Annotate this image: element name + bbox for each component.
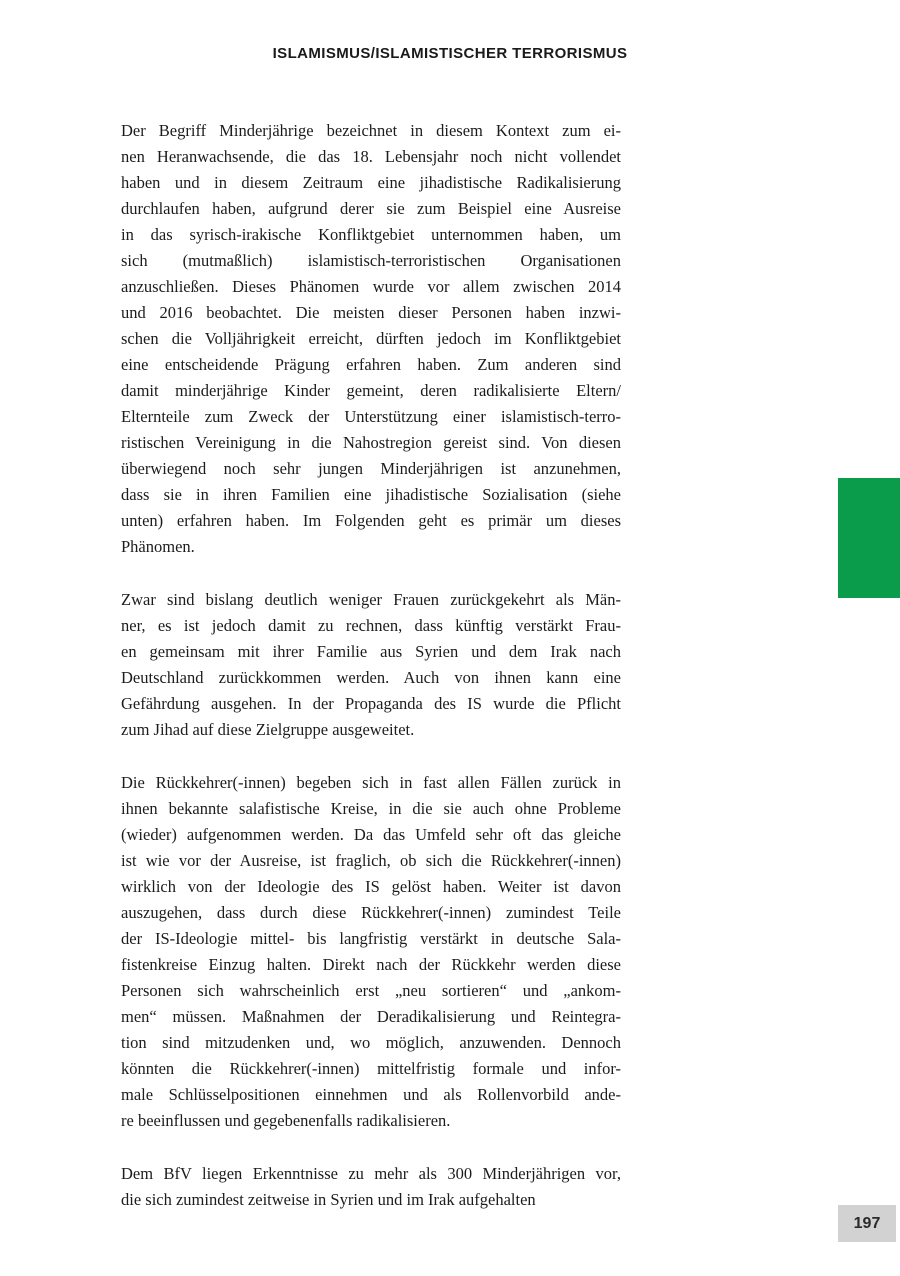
chapter-tab-marker: [838, 478, 900, 598]
text-line: men“ müssen. Maßnahmen der Deradikalisierung und Reintegra-: [121, 1007, 621, 1026]
text-line: Die Rückkehrer(-innen) begeben sich in fast allen Fällen zurück in: [121, 773, 621, 792]
text-line: Zwar sind bislang deutlich weniger Frauen zurückgekehrt als Män-: [121, 590, 621, 609]
text-line: ristischen Vereinigung in die Nahostregion gereist sind. Von diesen: [121, 433, 621, 452]
paragraph: [121, 770, 621, 1134]
text-line: unten) erfahren haben. Im Folgenden geht es primär um dieses: [121, 511, 621, 530]
text-line: re beeinflussen und gegebenenfalls radikalisieren.: [121, 1111, 451, 1130]
text-line: überwiegend noch sehr jungen Minderjährigen ist anzunehmen,: [121, 459, 621, 478]
text-line: schen die Volljährigkeit erreicht, dürften jedoch im Konfliktgebiet: [121, 329, 621, 348]
paragraph: [121, 118, 621, 560]
body-text: [121, 118, 621, 1240]
text-line: Deutschland zurückkommen werden. Auch von ihnen kann eine: [121, 668, 621, 687]
paragraph: [121, 587, 621, 743]
text-line: könnten die Rückkehrer(-innen) mittelfristig formale und infor-: [121, 1059, 621, 1078]
text-line: Elternteile zum Zweck der Unterstützung einer islamistisch-terro-: [121, 407, 621, 426]
text-line: wirklich von der Ideologie des IS gelöst haben. Weiter ist davon: [121, 877, 621, 896]
text-line: fistenkreise Einzug halten. Direkt nach der Rückkehr werden diese: [121, 955, 621, 974]
page-number: 197: [853, 1214, 881, 1232]
paragraph: [121, 1161, 621, 1213]
text-line: Personen sich wahrscheinlich erst „neu sortieren“ und „ankom-: [121, 981, 621, 1000]
text-line: male Schlüsselpositionen einnehmen und als Rollenvorbild ande-: [121, 1085, 621, 1104]
text-line: haben und in diesem Zeitraum eine jihadistische Radikalisierung: [121, 173, 621, 192]
text-line: ist wie vor der Ausreise, ist fraglich, ob sich die Rückkehrer(-innen): [121, 851, 621, 870]
text-line: der IS-Ideologie mittel- bis langfristig verstärkt in deutsche Sala-: [121, 929, 621, 948]
text-line: en gemeinsam mit ihrer Familie aus Syrien und dem Irak nach: [121, 642, 621, 661]
text-line: zum Jihad auf diese Zielgruppe ausgeweitet.: [121, 720, 415, 739]
text-line: ihnen bekannte salafistische Kreise, in die sie auch ohne Probleme: [121, 799, 621, 818]
text-line: nen Heranwachsende, die das 18. Lebensjahr noch nicht vollendet: [121, 147, 621, 166]
text-line: Gefährdung ausgehen. In der Propaganda des IS wurde die Pflicht: [121, 694, 621, 713]
text-line: anzuschließen. Dieses Phänomen wurde vor allem zwischen 2014: [121, 277, 621, 296]
text-line: sich (mutmaßlich) islamistisch-terroristischen Organisationen: [121, 251, 621, 270]
text-line: eine entscheidende Prägung erfahren haben. Zum anderen sind: [121, 355, 621, 374]
text-line: tion sind mitzudenken und, wo möglich, anzuwenden. Dennoch: [121, 1033, 621, 1052]
text-line: Dem BfV liegen Erkenntnisse zu mehr als 300 Minderjährigen vor,: [121, 1164, 621, 1183]
text-line: auszugehen, dass durch diese Rückkehrer(-innen) zumindest Teile: [121, 903, 621, 922]
text-line: (wieder) aufgenommen werden. Da das Umfeld sehr oft das gleiche: [121, 825, 621, 844]
text-line: die sich zumindest zeitweise in Syrien und im Irak aufgehalten: [121, 1190, 536, 1209]
text-line: ner, es ist jedoch damit zu rechnen, dass künftig verstärkt Frau-: [121, 616, 621, 635]
text-line: Phänomen.: [121, 537, 195, 556]
text-line: Der Begriff Minderjährige bezeichnet in diesem Kontext zum ei-: [121, 121, 621, 140]
text-line: durchlaufen haben, aufgrund derer sie zum Beispiel eine Ausreise: [121, 199, 621, 218]
text-line: dass sie in ihren Familien eine jihadistische Sozialisation (siehe: [121, 485, 621, 504]
text-line: und 2016 beobachtet. Die meisten dieser Personen haben inzwi-: [121, 303, 621, 322]
text-line: damit minderjährige Kinder gemeint, deren radikalisierte Eltern/: [121, 381, 621, 400]
running-header: ISLAMISMUS/ISLAMISTISCHER TERRORISMUS: [272, 45, 628, 62]
text-line: in das syrisch-irakische Konfliktgebiet unternommen haben, um: [121, 225, 621, 244]
page-number-badge: [838, 1205, 896, 1242]
